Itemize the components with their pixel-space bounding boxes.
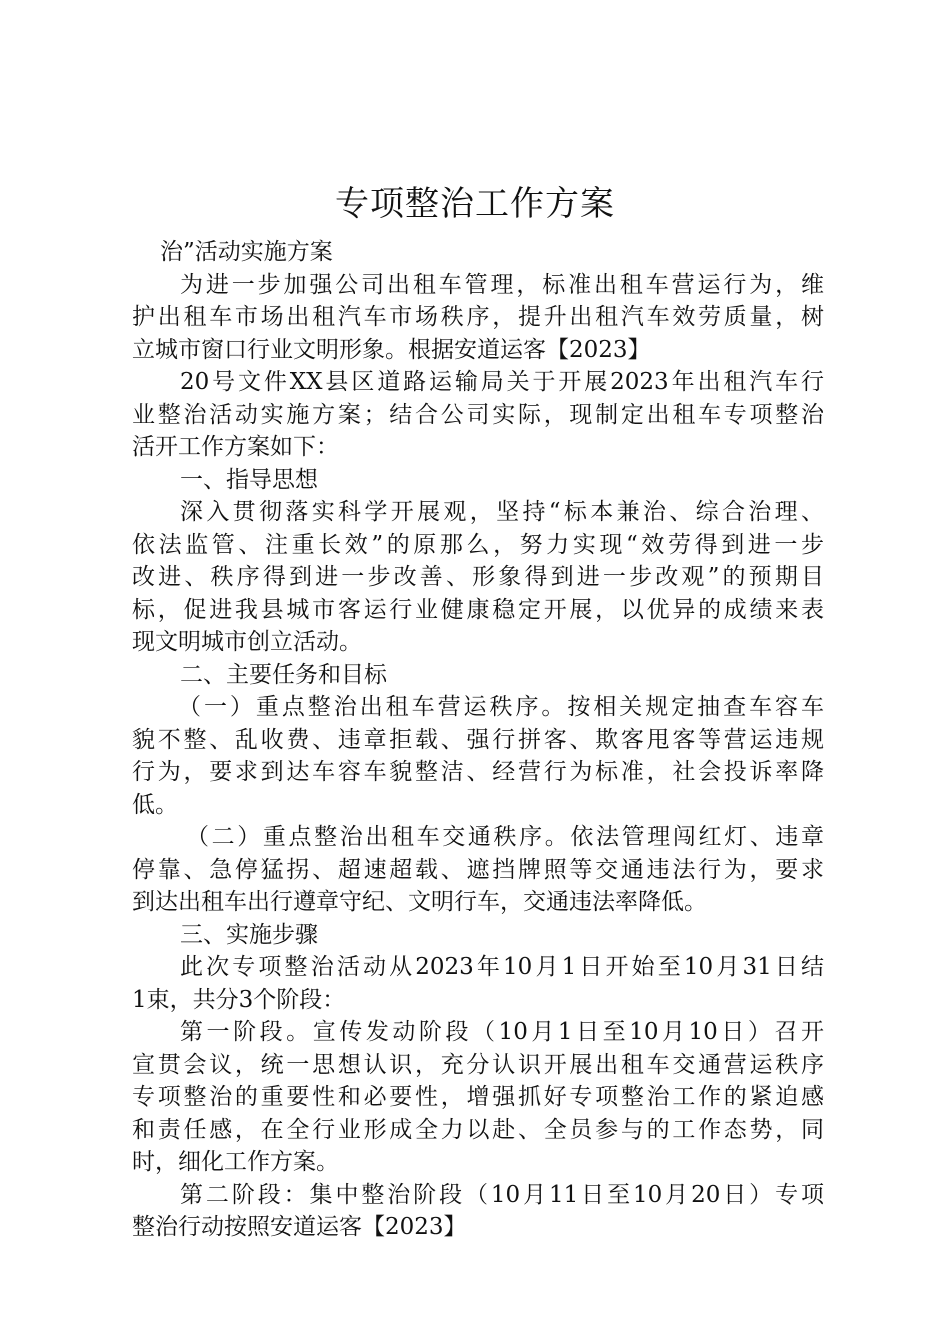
paragraph-line: 时，细化工作方案。 bbox=[132, 1149, 339, 1175]
paragraph-line: 治”活动实施方案 bbox=[160, 239, 333, 265]
paragraph-line: 立城市窗口行业文明形象。根据安道运客【2023】 bbox=[132, 336, 651, 363]
paragraph-line: 标，促进我县城市客运行业健康稳定开展，以优异的成绩来表 bbox=[132, 596, 824, 623]
paragraph-line: （二）重点整治出租车交通秩序。依法管理闯红灯、违章 bbox=[186, 824, 824, 850]
paragraph-line: 到达出租车出行遵章守纪、文明行车，交通违法率降低。 bbox=[132, 889, 707, 915]
paragraph-line: 深入贯彻落实科学开展观，坚持“标本兼治、综合治理、 bbox=[180, 499, 824, 525]
paragraph-line: 现文明城市创立活动。 bbox=[132, 629, 362, 655]
paragraph-line: 改进、秩序得到进一步改善、形象得到进一步改观”的预期目 bbox=[132, 564, 824, 590]
paragraph-line: 貌不整、乱收费、违章拒载、强行拼客、欺客甩客等营运违规 bbox=[132, 726, 824, 753]
paragraph-line: 为进一步加强公司出租车管理，标准出租车营运行为，维 bbox=[180, 271, 824, 298]
section-heading: 一、指导思想 bbox=[180, 466, 318, 493]
section-heading: 三、实施步骤 bbox=[180, 921, 318, 948]
section-heading: 二、主要任务和目标 bbox=[180, 661, 387, 688]
paragraph-line: 1束，共分3个阶段： bbox=[132, 986, 346, 1013]
paragraph-line: 活开工作方案如下： bbox=[132, 434, 339, 460]
paragraph-line: 和责任感，在全行业形成全力以赴、全员参与的工作态势，同 bbox=[132, 1116, 824, 1143]
paragraph-line: 第二阶段：集中整治阶段（10月11日至10月20日）专项 bbox=[180, 1181, 824, 1208]
paragraph-line: 依法监管、注重长效”的原那么，努力实现“效劳得到进一步 bbox=[132, 531, 824, 558]
paragraph-line: 专项整治的重要性和必要性，增强抓好专项整治工作的紧迫感 bbox=[132, 1084, 824, 1110]
paragraph-line: 护出租车市场出租汽车市场秩序，提升出租汽车效劳质量，树 bbox=[132, 304, 824, 330]
paragraph-line: 低。 bbox=[132, 791, 178, 818]
paragraph-line: 业整治活动实施方案；结合公司实际，现制定出租车专项整治 bbox=[132, 401, 824, 428]
paragraph-line: 行为，要求到达车容车貌整洁、经营行为标准，社会投诉率降 bbox=[132, 759, 824, 785]
document-title: 专项整治工作方案 bbox=[335, 184, 615, 224]
paragraph-line: 此次专项整治活动从2023年10月1日开始至10月31日结 bbox=[180, 954, 824, 980]
paragraph-line: 宣贯会议，统一思想认识，充分认识开展出租车交通营运秩序 bbox=[132, 1051, 824, 1078]
paragraph-line: 停靠、急停猛拐、超速超载、遮挡牌照等交通违法行为，要求 bbox=[132, 856, 824, 883]
paragraph-line: 20号文件XX县区道路运输局关于开展2023年出租汽车行 bbox=[180, 369, 824, 395]
document-body bbox=[132, 236, 824, 1244]
paragraph-line: （一）重点整治出租车营运秩序。按相关规定抽查车容车 bbox=[178, 694, 824, 720]
paragraph-line: 第一阶段。宣传发动阶段（10月1日至10月10日）召开 bbox=[180, 1019, 824, 1045]
paragraph-line: 整治行动按照安道运客【2023】 bbox=[132, 1214, 467, 1240]
